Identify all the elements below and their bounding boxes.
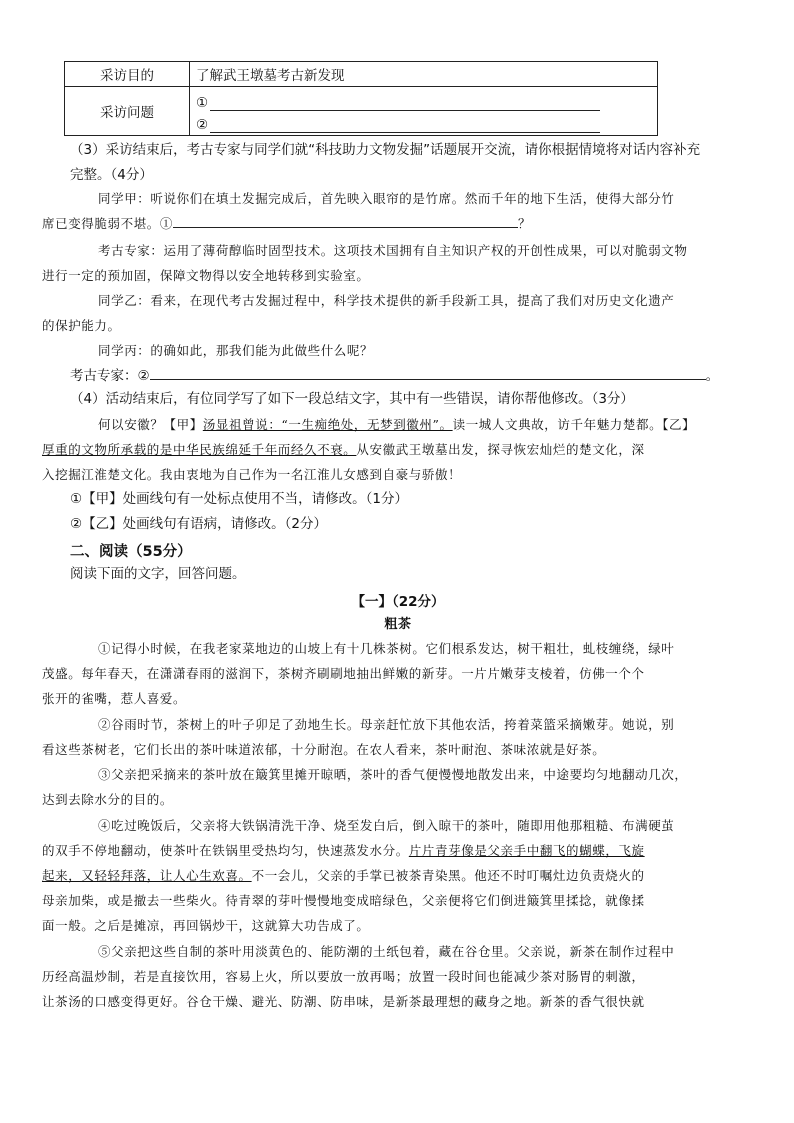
essay-para-4: ④吃过晚饭后，父亲将大铁锅清洗干净、烧至发白后，倒入晾干的茶叶，随即用他那粗糙、布满硬茧 的双手不停地翻动，使茶叶在铁锅里受热均匀，快速蒸发水分。片片青芽像是父亲手中翻飞的蝴蝶，飞旋 起来，又轻轻拜落，让人心生欢喜。不一会儿，父亲的手掌已被茶青染黑。他还不时叮嘱灶边负责烧火的 母亲加柴，或是撤去一些柴火。待青翠的芽叶慢慢地变成暗绿色，父亲便将它们倒进簸箕里揉捻，就像揉 面一般。之后是摊凉，再回锅炒干，这就算大功告成了。 [42,818,675,933]
answer-blank-2[interactable] [150,363,706,380]
purpose-value: 了解武王墩墓考古新发现 [190,62,658,87]
q4-intro: （4）活动结束后，有位同学写了如下一段总结文字，其中有一些错误，请你帮他修改。（3分） [70,391,634,407]
essay-underline-cont: 起来，又轻轻拜落，让人心生欢喜。 [42,868,252,883]
table-row [65,62,658,87]
dialogue-student-yi: 同学乙：看来，在现代考古发掘过程中，科学技术提供的新手段新工具，提高了我们对历史文化遗产 的保护能力。 [42,293,675,333]
question-2-blank[interactable] [210,118,600,133]
dialogue-student-bing: 同学丙：的确如此，那我们能为此做些什么呢？ [98,343,374,358]
question-1-marker: ① [196,95,209,111]
dialogue-expert-2: 考古专家：② 。 [70,363,726,389]
essay-title: 粗茶 [384,617,412,632]
q3-intro: （3）采访结束后，考古专家与同学们就“科技助力文物发掘”话题展开交流，请你根据情境将对话内容补充 完整。（4分） [70,142,701,183]
purpose-label: 采访目的 [65,62,190,87]
essay-para-5: ⑤父亲把这些自制的茶叶用淡黄色的、能防潮的土纸包着，藏在谷仓里。父亲说，新茶在制作过程中 历经高温炒制，若是直接饮用，容易上火，所以要放一放再喝；放置一段时间也能减少茶对肠胃的刺激， 让茶汤的口感变得更好。谷仓干燥、避光、防潮、防串味，是新茶最理想的藏身之地。新茶的香气很快就 [42,944,675,1009]
underline-jia: 汤显祖曾说：“一生痴绝处，无梦到徽州”。 [202,417,453,432]
essay-para-2: ②谷雨时节，茶树上的叶子卯足了劲地生长。母亲赶忙放下其他农活，挎着菜篮采摘嫩芽。她说，别 看这些茶树老，它们长出的茶叶味道浓郁，十分耐泡。在农人看来，茶叶耐泡、茶味浓就是好茶。 [42,717,675,757]
essay-para-3: ③父亲把采摘来的茶叶放在簸箕里摊开晾晒，茶叶的香气便慢慢地散发出来，中途要均匀地翻动几次， 达到去除水分的目的。 [42,767,688,807]
questions-cell [190,87,658,136]
dialogue-expert: 考古专家：运用了薄荷醇临时固型技术。这项技术国拥有自主知识产权的开创性成果，可以对脆弱文物 进行一定的预加固，保障文物得以安全地转移到实验室。 [42,243,688,283]
section-2-title: 二、阅读（55分） [70,544,192,560]
reading-instruction: 阅读下面的文字，回答问题。 [70,566,246,582]
q4-item-2: ②【乙】处画线句有语病，请修改。（2分） [70,516,327,532]
summary-paragraph: 何以安徽？【甲】汤显祖曾说：“一生痴绝处，无梦到徽州”。读一城人文典故，访千年魅力楚都。【乙】 厚重的文物所承载的是中华民族绵延千年而经久不衰。从安徽武王墩墓出发，探寻恢宏灿烂的楚文化，深 入挖掘江淮楚文化。我由衷地为自己作为一名江淮儿女感到自豪与骄傲！ [42,417,696,482]
dialogue-student-jia: 同学甲：听说你们在填土发掘完成后，首先映入眼帘的是竹席。然而千年的地下生活，使得大部分竹 席已变得脆弱不堪。① ？ [42,191,675,231]
question-1-blank[interactable] [210,96,600,111]
interview-table [64,61,658,136]
q4-item-1: ①【甲】处画线句有一处标点使用不当，请修改。（1分） [70,491,408,507]
part-1-title: 【一】（22分） [351,594,445,610]
questions-label: 采访问题 [65,87,190,136]
underline-yi: 厚重的文物所承载的是中华民族绵延千年而经久不衰。 [42,442,357,457]
answer-blank-1[interactable] [173,211,518,228]
essay-underline: 片片青芽像是父亲手中翻飞的蝴蝶，飞旋 [408,843,645,858]
question-2-marker: ② [196,117,209,133]
table-row [65,87,658,136]
essay-para-1: ①记得小时候，在我老家菜地边的山坡上有十几株茶树。它们根系发达，树干粗壮，虬枝缠绕，绿叶 茂盛。每年春天，在潇潇春雨的滋润下，茶树齐刷刷地抽出鲜嫩的新芽。一片片嫩芽支棱着，仿佛一个个 张开的雀嘴，惹人喜爱。 [42,641,675,706]
